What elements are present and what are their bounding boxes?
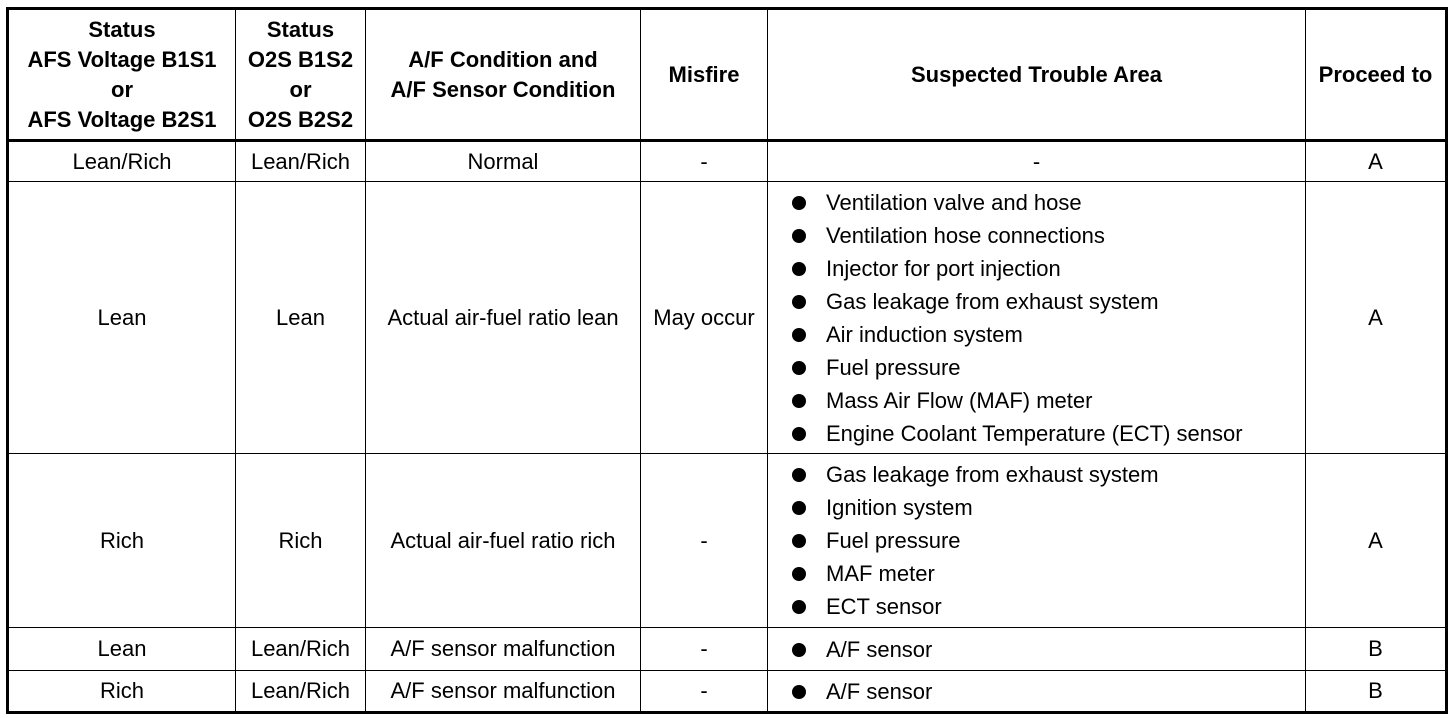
list-item [788, 458, 1305, 491]
cell-af-condition: Normal [366, 141, 641, 182]
bullet-icon [792, 567, 806, 581]
cell-proceed-to: A [1306, 454, 1447, 628]
list-item-label: A/F sensor [826, 678, 933, 704]
list-item-label: Injector for port injection [826, 255, 1061, 281]
bullet-icon [792, 534, 806, 548]
header-status-afs-line: Status [88, 16, 156, 42]
cell-suspected-area [768, 182, 1306, 454]
list-item [788, 524, 1305, 557]
cell-o2s-status: Lean/Rich [236, 141, 366, 182]
list-item [788, 384, 1305, 417]
cell-afs-status: Rich [8, 671, 236, 713]
list-item [788, 633, 1305, 666]
list-item-label: Mass Air Flow (MAF) meter [826, 387, 1093, 413]
cell-misfire: - [641, 671, 768, 713]
list-item-label: A/F sensor [826, 636, 933, 662]
header-suspected-area: Suspected Trouble Area [768, 9, 1306, 141]
cell-proceed-to: B [1306, 671, 1447, 713]
cell-proceed-to: A [1306, 141, 1447, 182]
bullet-icon [792, 468, 806, 482]
list-item-label: MAF meter [826, 561, 935, 586]
list-item-label: ECT sensor [826, 594, 942, 619]
bullet-icon [792, 501, 806, 515]
cell-afs-status: Lean [8, 628, 236, 671]
table-row [8, 454, 1447, 628]
bullet-icon [792, 600, 806, 614]
list-item [788, 675, 1305, 708]
list-item-label: Gas leakage from exhaust system [826, 288, 1159, 314]
header-status-o2s-line: or [289, 76, 312, 102]
header-status-o2s [236, 9, 366, 141]
diagnostic-table-container [6, 7, 1445, 711]
bullet-icon [792, 361, 806, 375]
list-item [788, 491, 1305, 524]
cell-af-condition: Actual air-fuel ratio rich [366, 454, 641, 628]
header-af-condition-line: A/F Sensor Condition [390, 76, 616, 102]
list-item-label: Fuel pressure [826, 528, 961, 553]
bullet-icon [792, 643, 806, 657]
bullet-icon [792, 196, 806, 210]
table-row [8, 141, 1447, 182]
header-misfire: Misfire [641, 9, 768, 141]
cell-misfire: - [641, 141, 768, 182]
cell-suspected-area: - [768, 141, 1306, 182]
header-status-afs [8, 9, 236, 141]
bullet-icon [792, 295, 806, 309]
cell-afs-status: Lean [8, 182, 236, 454]
list-item-label: Air induction system [826, 321, 1023, 347]
cell-af-condition: A/F sensor malfunction [366, 671, 641, 713]
cell-o2s-status: Lean [236, 182, 366, 454]
header-status-o2s-line: Status [266, 16, 335, 42]
list-item [788, 252, 1305, 285]
cell-misfire: - [641, 454, 768, 628]
list-item [788, 186, 1305, 219]
bullet-icon [792, 394, 806, 408]
list-item [788, 219, 1305, 252]
cell-afs-status: Rich [8, 454, 236, 628]
header-proceed-to: Proceed to [1306, 9, 1447, 141]
header-af-condition-line: A/F Condition and [408, 46, 598, 72]
bullet-icon [792, 229, 806, 243]
table-row [8, 671, 1447, 713]
list-item [788, 318, 1305, 351]
diagnostic-table [6, 7, 1448, 714]
cell-o2s-status: Lean/Rich [236, 671, 366, 713]
header-status-afs-line: or [111, 76, 133, 102]
trouble-area-list [788, 675, 1305, 708]
cell-af-condition: Actual air-fuel ratio lean [366, 182, 641, 454]
header-af-condition [366, 9, 641, 141]
table-row [8, 182, 1447, 454]
header-status-afs-line: AFS Voltage B1S1 [27, 46, 217, 72]
list-item [788, 557, 1305, 590]
cell-o2s-status: Rich [236, 454, 366, 628]
cell-suspected-area [768, 628, 1306, 671]
header-row [8, 9, 1447, 141]
bullet-icon [792, 328, 806, 342]
cell-misfire: May occur [641, 182, 768, 454]
list-item-label: Ignition system [826, 495, 973, 520]
bullet-icon [792, 427, 806, 441]
list-item [788, 351, 1305, 384]
cell-suspected-area [768, 671, 1306, 713]
list-item-label: Engine Coolant Temperature (ECT) sensor [826, 420, 1243, 446]
trouble-area-list [788, 186, 1305, 450]
list-item [788, 285, 1305, 318]
list-item-label: Ventilation hose connections [826, 222, 1105, 248]
cell-af-condition: A/F sensor malfunction [366, 628, 641, 671]
list-item-label: Fuel pressure [826, 354, 961, 380]
header-status-o2s-line: O2S B2S2 [247, 106, 354, 132]
header-status-afs-line: AFS Voltage B2S1 [27, 106, 217, 132]
bullet-icon [792, 262, 806, 276]
trouble-area-list [788, 458, 1305, 623]
list-item-label: Ventilation valve and hose [826, 189, 1082, 215]
cell-misfire: - [641, 628, 768, 671]
list-item [788, 590, 1305, 623]
cell-proceed-to: A [1306, 182, 1447, 454]
header-status-o2s-line: O2S B1S2 [247, 46, 354, 72]
table-row [8, 628, 1447, 671]
list-item [788, 417, 1305, 450]
list-item-label: Gas leakage from exhaust system [826, 462, 1159, 487]
trouble-area-list [788, 633, 1305, 666]
cell-afs-status: Lean/Rich [8, 141, 236, 182]
cell-proceed-to: B [1306, 628, 1447, 671]
cell-o2s-status: Lean/Rich [236, 628, 366, 671]
bullet-icon [792, 685, 806, 699]
cell-suspected-area [768, 454, 1306, 628]
